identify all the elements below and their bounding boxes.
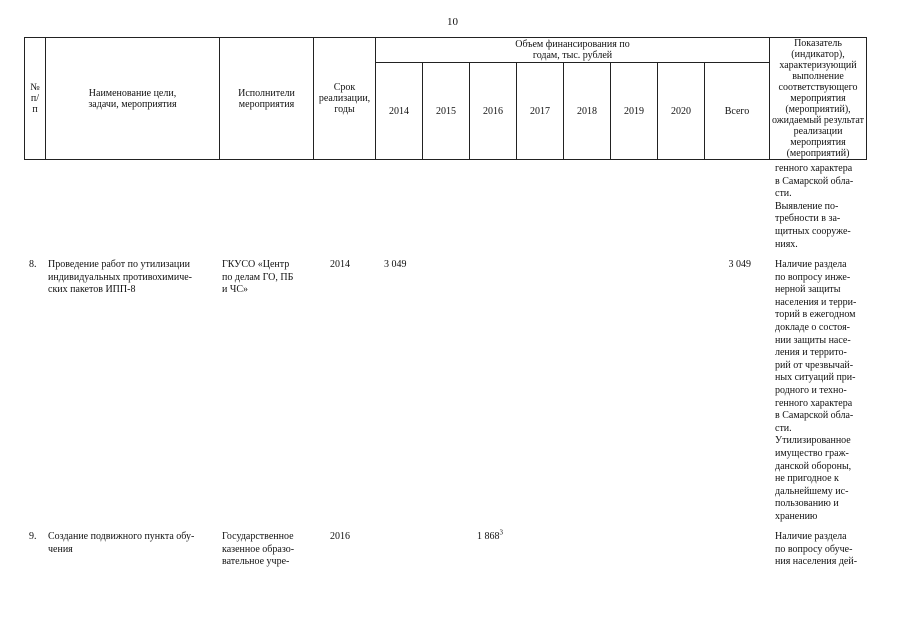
- row9-term: 2016: [330, 531, 350, 542]
- header-col-funding: Объем финансирования по годам, тыс. рублей: [376, 38, 770, 63]
- row8-indicator: Наличие раздела по вопросу инже- нерной защиты населения и терри- торий в ежегодном докладе о состоя- нии защиты насе- ления и террито- рий от чрезвычай- ных ситуаций при- родного и техно- генного характера в Самарской обла- сти. Утилизированное имущество граж- данской обороны, не пригодное к дальнейшему ис- пользованию и хранению: [775, 259, 857, 522]
- header-col-total: Всего: [705, 63, 770, 160]
- row8-value-2014: 3 049: [384, 259, 407, 270]
- row9-name: Создание подвижного пункта обу- чения: [48, 531, 195, 555]
- row9-footnote-mark: 3: [499, 528, 503, 537]
- page-number: 10: [447, 16, 458, 28]
- header-col-num: № п/п: [25, 38, 46, 160]
- row8-name: Проведение работ по утилизации индивидуальных противохимиче- ских пакетов ИПП-8: [48, 259, 192, 296]
- row8-num: 8.: [29, 259, 37, 270]
- row9-num: 9.: [29, 531, 37, 542]
- row8-term: 2014: [330, 259, 350, 270]
- header-year-2019: 2019: [611, 63, 658, 160]
- header-year-2020: 2020: [658, 63, 705, 160]
- row9-value-2016-text: 1 868: [477, 531, 500, 542]
- header-col-term: Срок реализации, годы: [314, 38, 376, 160]
- indicator-continuation: генного характера в Самарской обла- сти. Выявление по- требности в за- щитных сооруже- ниях.: [775, 163, 854, 250]
- header-col-name: Наименование цели, задачи, мероприятия: [46, 38, 220, 160]
- header-col-indicator: Показатель (индикатор), характеризующий выполнение соответствующего мероприятия (мероприятий), ожидаемый результат реализации мероприятия (мероприятий): [770, 38, 867, 160]
- header-year-2017: 2017: [517, 63, 564, 160]
- table-header: [24, 37, 867, 160]
- row8-exec: ГКУСО «Центр по делам ГО, ПБ и ЧС»: [222, 259, 294, 296]
- row9-exec: Государственное казенное образо- вательное учре-: [222, 531, 295, 568]
- header-year-2018: 2018: [564, 63, 611, 160]
- header-year-2015: 2015: [423, 63, 470, 160]
- header-year-2016: 2016: [470, 63, 517, 160]
- row8-total: 3 049: [728, 259, 751, 270]
- row9-indicator: Наличие раздела по вопросу обуче- ния населения дей-: [775, 531, 858, 568]
- header-col-exec: Исполнители мероприятия: [220, 38, 314, 160]
- row9-value-2016: [477, 528, 503, 544]
- header-year-2014: 2014: [376, 63, 423, 160]
